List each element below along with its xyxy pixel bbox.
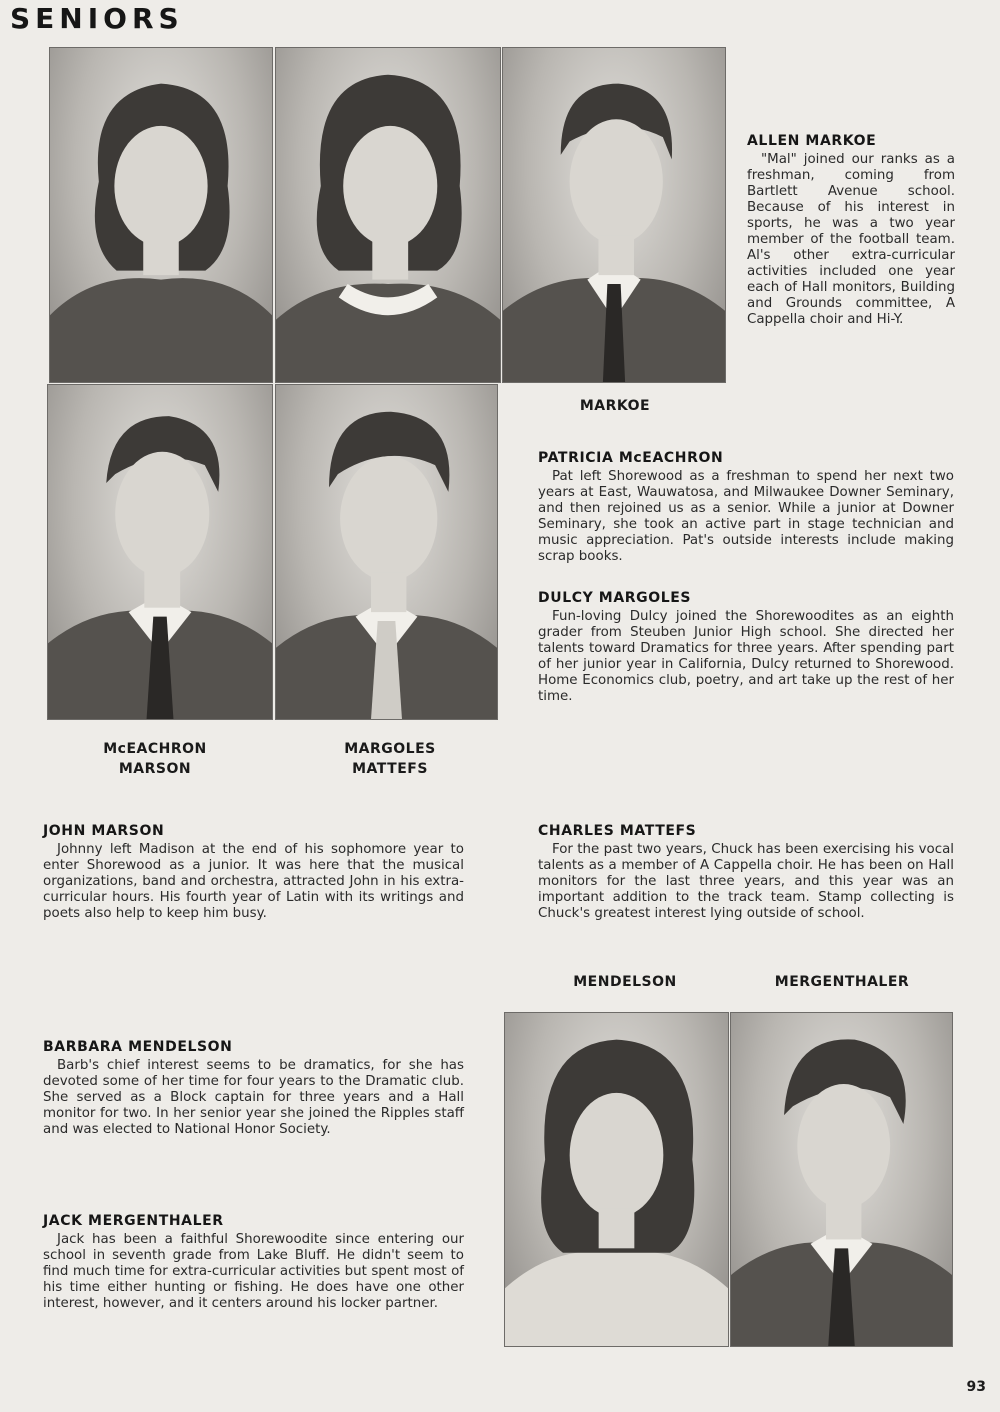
male-portrait-icon	[48, 385, 272, 719]
photo-mattefs	[275, 384, 498, 720]
caption-column-1	[85, 739, 225, 779]
bio-mattefs	[538, 823, 954, 922]
bio-text: "Mal" joined our ranks as a freshman, coming from Bartlett Avenue school. Because of his interest in sports, he was a two year member of the football team. Al's other extra-curricular activities included one year each of Hall monitors, Building and Grounds committee, A Cappella choir and Hi-Y.	[747, 152, 955, 327]
bio-text: For the past two years, Chuck has been exercising his vocal talents as a member of A Cappella choir. He has been on Hall monitors for the last three years, and this year was an important addition to the track team. Stamp collecting is Chuck's greatest interest lying outside of school.	[538, 842, 954, 921]
bio-text: Fun-loving Dulcy joined the Shorewoodites as an eighth grader from Steuben Junior High school. She directed her talents toward Dramatics for three years. After spending part of her junior year in California, Dulcy returned to Shorewood. Home Economics club, poetry, and art take up the rest of her time.	[538, 609, 954, 704]
caption-line: MARGOLES	[344, 741, 436, 757]
caption-column-2	[320, 739, 460, 779]
bio-mendelson	[43, 1039, 464, 1138]
bio-text: Jack has been a faithful Shorewoodite since entering our school in seventh grade from Lake Bluff. He didn't seem to find much time for extra-curricular activities but spent most of his time either hunting or fishing. He does have one other interest, however, and it centers around his locker partner.	[43, 1232, 464, 1311]
bio-name: BARBARA MENDELSON	[43, 1039, 233, 1055]
caption-line: MARSON	[118, 761, 192, 777]
photo-markoe	[502, 47, 726, 383]
page-number: 93	[966, 1379, 986, 1395]
bio-margoles	[538, 590, 954, 705]
page-title: SENIORS	[10, 2, 184, 35]
bio-mceachron	[538, 450, 954, 565]
caption-line: MERGENTHALER	[774, 974, 910, 990]
male-portrait-icon	[503, 48, 725, 382]
caption-line: MATTEFS	[352, 761, 428, 777]
photo-margoles	[275, 47, 501, 383]
bio-text: Pat left Shorewood as a freshman to spend her next two years at East, Wauwatosa, and Milwaukee Downer Seminary, and then rejoined us as a senior. While a junior at Downer Seminary, she took an active part in stage technician and music appreciation. Pat's outside interests include making scrap books.	[538, 469, 954, 564]
photo-marson	[47, 384, 273, 720]
bio-name: CHARLES MATTEFS	[538, 823, 697, 839]
female-portrait-icon	[276, 48, 500, 382]
photo-mceachron	[49, 47, 273, 383]
caption-mergenthaler	[762, 972, 922, 992]
female-portrait-icon	[50, 48, 272, 382]
photo-mergenthaler	[730, 1012, 953, 1347]
caption-mendelson	[550, 972, 700, 992]
bio-name: JACK MERGENTHALER	[43, 1213, 224, 1229]
caption-line: McEACHRON	[103, 741, 207, 757]
male-portrait-icon	[276, 385, 497, 719]
male-portrait-icon	[731, 1013, 952, 1346]
caption-line: MENDELSON	[573, 974, 677, 990]
bio-text: Johnny left Madison at the end of his sophomore year to enter Shorewood as a junior. It was here that the musical organizations, band and orchestra, attracted John in his extra-curricular hours. His fourth year of Latin with its writings and poets also help to keep him busy.	[43, 842, 464, 921]
bio-text: Barb's chief interest seems to be dramatics, for she has devoted some of her time for four years to the Dramatic club. She served as a Block captain for three years and a Hall monitor for two. In her senior year she joined the Ripples staff and was elected to National Honor Society.	[43, 1058, 464, 1137]
bio-name: JOHN MARSON	[43, 823, 165, 839]
bio-name: DULCY MARGOLES	[538, 590, 692, 606]
photo-mendelson	[504, 1012, 729, 1347]
bio-name: PATRICIA McEACHRON	[538, 450, 724, 466]
bio-name: ALLEN MARKOE	[747, 133, 877, 149]
caption-line: MARKOE	[579, 398, 651, 414]
caption-markoe	[540, 396, 690, 416]
bio-mergenthaler	[43, 1213, 464, 1312]
bio-marson	[43, 823, 464, 922]
female-portrait-icon	[505, 1013, 728, 1346]
bio-markoe	[747, 133, 955, 328]
